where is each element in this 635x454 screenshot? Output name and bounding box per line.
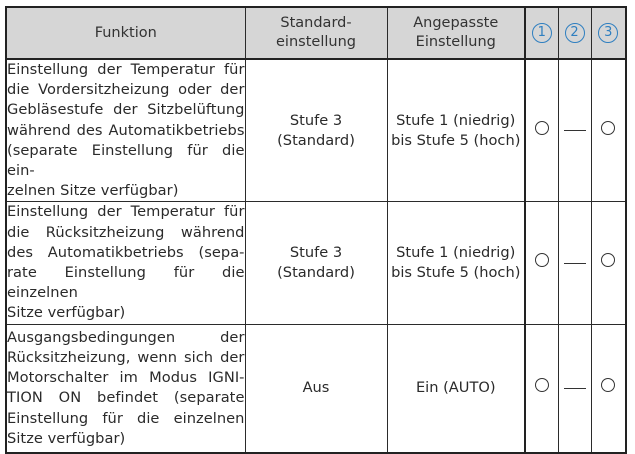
default-setting-cell: Stufe 3 (Standard) bbox=[245, 59, 387, 202]
function-cell: Ausgangsbedingungen der Rücksitzheizung, wenn sich der Motorschalter im Modus IGNI- TION ON befindet (separate Einstellung für die einzelnen Sitze verfügbar) bbox=[6, 324, 245, 453]
dash-icon bbox=[564, 388, 586, 389]
custom-setting-cell: Ein (AUTO) bbox=[387, 324, 525, 453]
circled-number-2-icon: 2 bbox=[565, 23, 585, 43]
default-setting-cell: Aus bbox=[245, 324, 387, 453]
header-custom-setting: Angepasste Einstellung bbox=[387, 7, 525, 59]
col-3-cell bbox=[591, 202, 626, 324]
dash-icon bbox=[564, 130, 586, 131]
header-col-3 bbox=[591, 7, 626, 59]
circle-icon bbox=[601, 378, 615, 392]
circled-number-3-icon: 3 bbox=[598, 23, 618, 43]
header-function: Funktion bbox=[6, 7, 245, 59]
custom-setting-cell: Stufe 1 (niedrig) bis Stufe 5 (hoch) bbox=[387, 202, 525, 324]
col-3-cell bbox=[591, 59, 626, 202]
default-setting-cell: Stufe 3 (Standard) bbox=[245, 202, 387, 324]
col-1-cell bbox=[525, 202, 558, 324]
dash-icon bbox=[564, 263, 586, 264]
circle-icon bbox=[601, 121, 615, 135]
settings-table bbox=[5, 6, 627, 454]
col-1-cell bbox=[525, 324, 558, 453]
table-row bbox=[6, 202, 626, 324]
col-3-cell bbox=[591, 324, 626, 453]
col-2-cell bbox=[558, 59, 591, 202]
circle-icon bbox=[535, 378, 549, 392]
function-cell: Einstellung der Temperatur für die Vordersitzheizung oder der Gebläsestufe der Sitzbelüftung während des Automatikbetriebs (separate Einstellung für die ein- zelnen Sitze verfügbar) bbox=[6, 59, 245, 202]
col-2-cell bbox=[558, 324, 591, 453]
col-1-cell bbox=[525, 59, 558, 202]
header-row bbox=[6, 7, 626, 59]
header-default-setting: Standard- einstellung bbox=[245, 7, 387, 59]
circled-number-1-icon: 1 bbox=[532, 23, 552, 43]
circle-icon bbox=[535, 253, 549, 267]
col-2-cell bbox=[558, 202, 591, 324]
function-cell: Einstellung der Temperatur für die Rücksitzheizung während des Automatikbetriebs (sepa- rate Einstellung für die einzelnen Sitze verfügbar) bbox=[6, 202, 245, 324]
header-col-2 bbox=[558, 7, 591, 59]
custom-setting-cell: Stufe 1 (niedrig) bis Stufe 5 (hoch) bbox=[387, 59, 525, 202]
circle-icon bbox=[601, 253, 615, 267]
table-row bbox=[6, 324, 626, 453]
circle-icon bbox=[535, 121, 549, 135]
table-row bbox=[6, 59, 626, 202]
header-col-1 bbox=[525, 7, 558, 59]
